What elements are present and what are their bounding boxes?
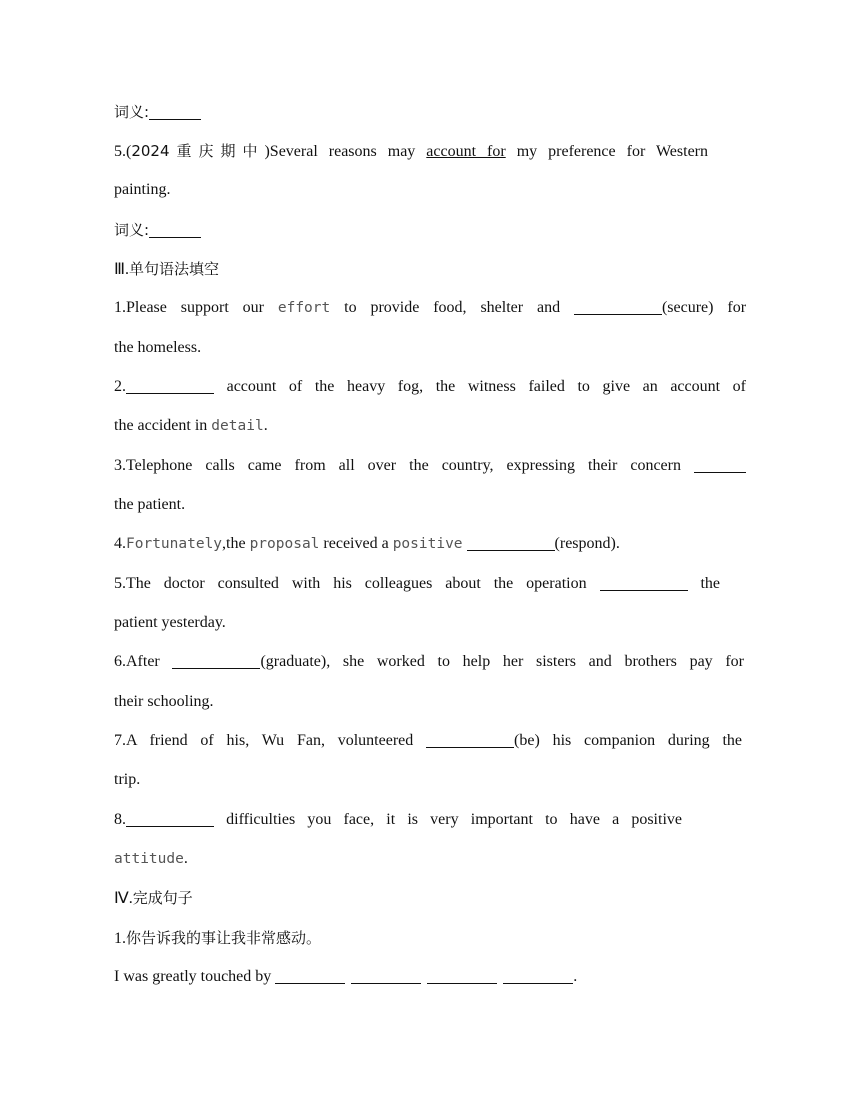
meaning-label: 词义: xyxy=(114,221,150,239)
grammar-q3-line-2: the patient. xyxy=(114,496,186,513)
question-5-line-1: 5.(2024重庆期中)Several reasons may account for my preference for Western xyxy=(114,142,709,160)
grammar-q1-line-1: 1.Please support our effort to provide food, shelter and (secure) for xyxy=(114,299,747,316)
answer-blank[interactable] xyxy=(126,377,214,394)
section-3-heading: Ⅲ.单句语法填空 xyxy=(114,260,220,278)
grammar-q6-line-2: their schooling. xyxy=(114,693,214,710)
meaning-label: 词义: xyxy=(114,103,150,121)
grammar-q2-line-1: 2. account of the heavy fog, the witness failed to give an account of xyxy=(114,378,747,395)
section-title: 完成句子 xyxy=(132,889,193,907)
grammar-q6-line-1: 6.After (graduate), she worked to help her sisters and brothers pay for xyxy=(114,653,745,670)
answer-blank[interactable] xyxy=(426,731,514,748)
grammar-q4-line-1: 4.Fortunately,the proposal received a positive (respond). xyxy=(114,535,620,552)
answer-blank[interactable] xyxy=(600,574,688,591)
grammar-q5-line-2: patient yesterday. xyxy=(114,614,226,631)
answer-blank[interactable] xyxy=(149,221,201,238)
question-source: 2024重庆期中 xyxy=(131,142,265,160)
grammar-q2-line-2: the accident in detail. xyxy=(114,417,268,434)
section-title: 单句语法填空 xyxy=(129,260,220,278)
grammar-q8-line-2: attitude. xyxy=(114,850,188,867)
underlined-phrase: account for xyxy=(426,143,506,160)
answer-blank[interactable] xyxy=(351,967,421,984)
meaning-line-1 xyxy=(114,101,746,123)
translate-q1-chinese: 1.你告诉我的事让我非常感动。 xyxy=(114,929,322,947)
answer-blank[interactable] xyxy=(427,967,497,984)
grammar-q5-line-1: 5.The doctor consulted with his colleagues about the operation the xyxy=(114,575,720,592)
grammar-q3-line-1: 3.Telephone calls came from all over the country, expressing their concern xyxy=(114,455,746,477)
answer-blank[interactable] xyxy=(694,456,746,473)
meaning-line-2 xyxy=(114,219,746,241)
translate-q1-english: I was greatly touched by . xyxy=(114,968,578,985)
grammar-q8-line-1: 8. difficulties you face, it is very important to have a positive xyxy=(114,811,682,828)
answer-blank[interactable] xyxy=(503,967,573,984)
section-4-heading: Ⅳ.完成句子 xyxy=(114,889,193,907)
answer-blank[interactable] xyxy=(275,967,345,984)
answer-blank[interactable] xyxy=(149,103,201,120)
answer-blank[interactable] xyxy=(126,810,214,827)
grammar-q7-line-1: 7.A friend of his, Wu Fan, volunteered (be) his companion during the xyxy=(114,732,742,749)
answer-blank[interactable] xyxy=(574,298,662,315)
answer-blank[interactable] xyxy=(467,534,555,551)
answer-blank[interactable] xyxy=(172,652,260,669)
question-5-line-2: painting. xyxy=(114,181,171,198)
grammar-q7-line-2: trip. xyxy=(114,771,141,788)
grammar-q1-line-2: the homeless. xyxy=(114,339,202,356)
